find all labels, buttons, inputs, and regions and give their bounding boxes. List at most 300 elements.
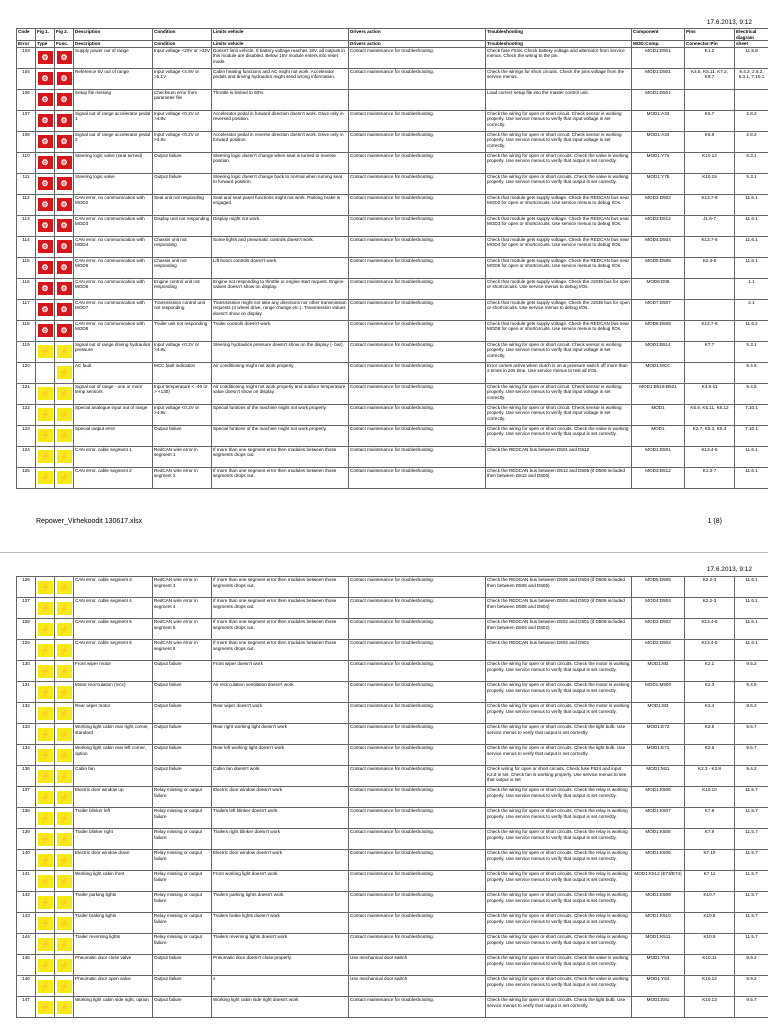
cell-trouble: Check wiring for open or short circuits. Check fuse F524 and input K2.8 is set. Check fan is working properly. Use service menus to see that output is set: [486, 766, 632, 787]
cell-code: 133: [17, 724, 36, 745]
cell-action: Contact maintenance for troubleshooting.: [349, 997, 486, 1018]
cell-code: 108: [17, 131, 36, 152]
cell-pins: K7.9: [685, 829, 735, 850]
cell-trouble: Check the REDCAN bus between D502 and D501 (if D506 included then between D504 and D502): [486, 619, 632, 640]
fig2-cell: [55, 215, 74, 236]
warning-symbol-yellow-icon: ⚡: [38, 728, 53, 741]
column-subheader-4: Condition: [153, 41, 212, 48]
cell-action: Contact maintenance for troubleshooting.: [349, 724, 486, 745]
warning-symbol-yellow-icon: ⚡: [57, 854, 72, 867]
cell-desc: Working light cabin rear left corner, option: [74, 745, 153, 766]
column-subheader-2: Func.: [55, 41, 74, 48]
table-row: [17, 152, 768, 173]
cell-pins: K2.2-3: [685, 598, 735, 619]
warning-symbol-yellow-icon: ⚡: [57, 833, 72, 846]
cell-cond: RedCAN wire error in segment 3: [153, 577, 212, 598]
cell-cond: Engine control unit not responding: [153, 278, 212, 299]
cell-limit: Seat and seat panel functions might not work. Parking brake is engaged.: [212, 194, 349, 215]
table-row: [17, 110, 768, 131]
cell-limit: If more than one segment error then modules between those segments drops out.: [212, 619, 349, 640]
cell-desc: CAN error, no communication with MOD5: [74, 257, 153, 278]
warning-symbol-yellow-icon: ⚡: [57, 707, 72, 720]
cell-action: Contact maintenance for troubleshooting.: [349, 640, 486, 661]
cell-trouble: Check the wiring for open or short circuits. Check the valve is working properly. Use service menus to verify that output is set correctly.: [486, 173, 632, 194]
cell-code: 127: [17, 598, 36, 619]
cell-pins: K2.1: [685, 661, 735, 682]
cell-limit: Rear wiper doesn't work: [212, 703, 349, 724]
cell-desc: Electric door window down: [74, 850, 153, 871]
cell-trouble: Check that module gets supply voltage. Check the J1939 bus for open or shortcircuits. Use service menus to debug I/Os.: [486, 299, 632, 320]
cell-cond: Chassis unit not responding: [153, 236, 212, 257]
warning-symbol-yellow-icon: ⚡: [57, 345, 72, 358]
fig1-cell: [36, 173, 55, 194]
fault-symbol-red-icon: ⚙: [38, 93, 53, 106]
fig1-cell: [36, 619, 55, 640]
column-header-3: Description: [74, 29, 153, 41]
cell-action: Use mechanical door switch: [349, 955, 486, 976]
cell-cond: Output failure: [153, 724, 212, 745]
cell-pins: K10.8: [685, 913, 735, 934]
fig1-cell: [36, 745, 55, 766]
column-subheader-1: Type: [36, 41, 55, 48]
warning-symbol-yellow-icon: ⚡: [57, 450, 72, 463]
cell-action: Contact maintenance for troubleshooting.: [349, 47, 486, 68]
cell-code: 139: [17, 829, 36, 850]
cell-trouble: Check that module gets supply voltage. Check the REDCAN bus near MOD4 for open or shortcircuits. Use service menus to debug I/Os.: [486, 236, 632, 257]
cell-cond: RedCAN wire error in segment 4: [153, 598, 212, 619]
cell-comp: MOD2:D502: [632, 619, 685, 640]
table-row: [17, 871, 768, 892]
warning-symbol-yellow-icon: ⚡: [38, 938, 53, 951]
cell-pins: [685, 278, 735, 299]
table-row: [17, 640, 768, 661]
cell-trouble: Check fuse F518. Check battery voltage and alternator from service menus. Check the wiring to the pin.: [486, 47, 632, 68]
fault-symbol-red-icon: ⚙: [38, 156, 53, 169]
warning-symbol-yellow-icon: ⚡: [38, 854, 53, 867]
cell-code: 122: [17, 404, 36, 425]
fig2-cell: [55, 871, 74, 892]
cell-desc: Cabin fan: [74, 766, 153, 787]
cell-limit: Air recirculation ventilation doesn't work: [212, 682, 349, 703]
cell-pins: K1.3-7: [685, 467, 735, 488]
cell-action: [349, 89, 486, 110]
cell-code: 124: [17, 446, 36, 467]
warning-symbol-yellow-icon: ⚡: [57, 896, 72, 909]
cell-desc: Trailer blinker left: [74, 808, 153, 829]
table-row: [17, 745, 768, 766]
fig2-cell: [55, 47, 74, 68]
cell-sheet: 9.5.7: [735, 745, 768, 766]
table-row: [17, 997, 768, 1018]
fig1-cell: [36, 724, 55, 745]
cell-desc: Signal out of range accelerator pedal 1: [74, 110, 153, 131]
warning-symbol-yellow-icon: ⚡: [38, 429, 53, 442]
fault-symbol-red-icon: ⚙: [38, 114, 53, 127]
cell-cond: Input voltage <0.2V or >4.8v.: [153, 341, 212, 362]
warning-symbol-yellow-icon: ⚡: [38, 896, 53, 909]
cell-action: Contact maintenance for troubleshooting.: [349, 892, 486, 913]
cell-limit: Front wiper doesn't work: [212, 661, 349, 682]
cell-pins: K2.6: [685, 745, 735, 766]
cell-sheet: 11.6.1: [735, 577, 768, 598]
cell-comp: MOD1:B514: [632, 341, 685, 362]
cell-sheet: 9.5.2: [735, 661, 768, 682]
warning-symbol-yellow-icon: ⚡: [38, 623, 53, 636]
table-row: [17, 619, 768, 640]
cell-action: Contact maintenance for troubleshooting.: [349, 808, 486, 829]
fig1-cell: [36, 89, 55, 110]
column-header-4: Condition: [153, 29, 212, 41]
cell-pins: K10.7: [685, 892, 735, 913]
cell-sheet: 7.10.1: [735, 404, 768, 425]
cell-comp: MOD1:K508: [632, 829, 685, 850]
fig1-cell: [36, 110, 55, 131]
fig2-cell: [55, 577, 74, 598]
cell-trouble: Check the wiring for open or short circuits. Check the valve is working properly. Use service menus to verify that output is set correctly.: [486, 976, 632, 997]
cell-action: Contact maintenance for troubleshooting.: [349, 467, 486, 488]
cell-pins: K2.4-5: [685, 257, 735, 278]
fig1-cell: [36, 383, 55, 404]
warning-symbol-yellow-icon: ⚡: [57, 728, 72, 741]
table-row: [17, 89, 768, 110]
cell-action: Contact maintenance for troubleshooting.: [349, 829, 486, 850]
cell-pins: K10.14: [685, 152, 735, 173]
cell-comp: MOD1:K511: [632, 934, 685, 955]
cell-comp: MOD6:D06: [632, 278, 685, 299]
cell-code: 116: [17, 278, 36, 299]
cell-cond: Trailer unit not responding: [153, 320, 212, 341]
cell-code: 113: [17, 215, 36, 236]
cell-code: 125: [17, 467, 36, 488]
fig2-cell: [55, 173, 74, 194]
cell-code: 107: [17, 110, 36, 131]
table-row: [17, 278, 768, 299]
cell-limit: Special funtions of the machine might not work properly.: [212, 404, 349, 425]
cell-sheet: 5.3.1: [735, 341, 768, 362]
fig1-cell: [36, 598, 55, 619]
cell-sheet: 9.9.2: [735, 976, 768, 997]
cell-cond: Display unit not responding: [153, 215, 212, 236]
fig2-cell: [55, 808, 74, 829]
cell-sheet: 11.6.1: [735, 194, 768, 215]
cell-cond: Output failure: [153, 661, 212, 682]
cell-pins: K7.11: [685, 871, 735, 892]
table-row: [17, 661, 768, 682]
cell-code: 120: [17, 362, 36, 383]
cell-trouble: Check the wiring for open or short circuit. Check sensor is working properly. Use service menus to verify that input voltage is set correctly.: [486, 110, 632, 131]
cell-code: 115: [17, 257, 36, 278]
cell-trouble: Check the wiring for open or short circuit. Check sensor is working properly. Use service menus to verify that input voltage is set correctly.: [486, 404, 632, 425]
cell-action: Contact maintenance for troubleshooting.: [349, 299, 486, 320]
cell-desc: CAN error, no communication with MOD3: [74, 215, 153, 236]
cell-pins: K10.13: [685, 997, 735, 1018]
cell-desc: Rear wiper motor: [74, 703, 153, 724]
cell-sheet: 9.5.7: [735, 997, 768, 1018]
cell-pins: K10.12: [685, 976, 735, 997]
fig1-cell: [36, 425, 55, 446]
fault-symbol-red-icon: ⚙: [38, 177, 53, 190]
cell-comp: MOD1:Y7a: [632, 152, 685, 173]
cell-action: Contact maintenance for troubleshooting.: [349, 446, 486, 467]
cell-cond: Relay missing or output failure: [153, 871, 212, 892]
cell-pins: K1.2: [685, 47, 735, 68]
cell-cond: Relay missing or output failure: [153, 787, 212, 808]
warning-symbol-yellow-icon: ⚡: [57, 791, 72, 804]
column-header-1: Fig 1.: [36, 29, 55, 41]
cell-pins: K2.3 - K2.8: [685, 766, 735, 787]
cell-pins: [685, 89, 735, 110]
warning-symbol-yellow-icon: ⚡: [38, 833, 53, 846]
cell-pins: K5.9, K5.11, K6.12: [685, 404, 735, 425]
cell-desc: Signal out of range accelerator pedal 2: [74, 131, 153, 152]
cell-code: 142: [17, 892, 36, 913]
cell-trouble: Check the REDCAN bus between D505 and D504 (if D506 included then between D505 and D505): [486, 577, 632, 598]
cell-trouble: Check that module gets supply voltage. Check the REDCAN bus near MOD5 for open or shortcircuits. Use service menus to debug I/Os.: [486, 257, 632, 278]
column-header-8: Component: [632, 29, 685, 41]
warning-symbol-yellow-icon: ⚡: [57, 471, 72, 484]
cell-action: Contact maintenance for troubleshooting.: [349, 682, 486, 703]
cell-action: Contact maintenance for troubleshooting.: [349, 194, 486, 215]
cell-cond: Seat unit not responding: [153, 194, 212, 215]
cell-pins: J1.6-7: [685, 215, 735, 236]
cell-action: Contact maintenance for troubleshooting.: [349, 341, 486, 362]
column-subheader-5: Limits vehicle: [212, 41, 349, 48]
cell-comp: MOD5:D505: [632, 257, 685, 278]
cell-comp: MOD1:K509: [632, 892, 685, 913]
warning-symbol-yellow-icon: ⚡: [38, 644, 53, 657]
page-divider: [0, 552, 768, 553]
cell-desc: CAN error, cable segment 3: [74, 577, 153, 598]
fig1-cell: [36, 446, 55, 467]
warning-symbol-yellow-icon: ⚡: [38, 791, 53, 804]
fault-symbol-red-icon: ⚙: [38, 135, 53, 148]
fault-symbol-red-icon: ⚙: [38, 282, 53, 295]
cell-comp: MOD4:D504: [632, 236, 685, 257]
cell-sheet: 5.3.1: [735, 173, 768, 194]
cell-sheet: 9.4.5: [735, 682, 768, 703]
fig2-cell: [55, 850, 74, 871]
cell-comp: MOD1:D501: [632, 89, 685, 110]
cell-limit: If more than one segment error then modules between those segments drops out.: [212, 446, 349, 467]
column-subheader-10: sheet: [735, 41, 768, 48]
fault-symbol-red-icon: ⚙: [38, 261, 53, 274]
cell-desc: Setup file missing: [74, 89, 153, 110]
warning-symbol-yellow-icon: ⚡: [38, 812, 53, 825]
fault-symbol-red-icon: ⚙: [57, 135, 72, 148]
column-subheader-6: Drivers action: [349, 41, 486, 48]
fig2-cell: [55, 787, 74, 808]
cell-cond: Relay missing or output failure: [153, 829, 212, 850]
cell-comp: MOD1:A33: [632, 110, 685, 131]
cell-limit: Lift boom controls doesn't work.: [212, 257, 349, 278]
fault-symbol-red-icon: ⚙: [57, 72, 72, 85]
cell-trouble: Check the REDCAN bus between D504 and D502 (if D506 included then between D505 and D504): [486, 598, 632, 619]
cell-comp: MOD2:D502: [632, 640, 685, 661]
column-header-9: Pins: [685, 29, 735, 41]
cell-action: Contact maintenance for troubleshooting.: [349, 152, 486, 173]
warning-symbol-yellow-icon: ⚡: [38, 980, 53, 993]
cell-desc: Working light cabin rear right corner, standard: [74, 724, 153, 745]
cell-code: 111: [17, 173, 36, 194]
cell-code: 141: [17, 871, 36, 892]
cell-sheet: 9.4.5: [735, 383, 768, 404]
fig2-cell: [55, 598, 74, 619]
fig2-cell: [55, 257, 74, 278]
cell-comp: MOD1:D501: [632, 47, 685, 68]
table-row: [17, 682, 768, 703]
cell-pins: K13.4-5: [685, 640, 735, 661]
cell-cond: Chassis unit not responding: [153, 257, 212, 278]
cell-trouble: Check that module gets supply voltage. Check the REDCAN bus near MOD2 for open or shortcircuits. Use service menus to debug I/Os.: [486, 194, 632, 215]
fig2-cell: [55, 446, 74, 467]
fault-symbol-red-icon: ⚙: [57, 303, 72, 316]
cell-desc: Special analogue input out of range: [74, 404, 153, 425]
fig1-cell: [36, 787, 55, 808]
cell-trouble: Check the wirings for short circuits. Check the pins voltage from the service menus.: [486, 68, 632, 89]
cell-comp: MOD1:K512 (E73/E74): [632, 871, 685, 892]
cell-sheet: 11.6.2: [735, 320, 768, 341]
cell-action: Contact maintenance for troubleshooting.: [349, 320, 486, 341]
warning-symbol-yellow-icon: ⚡: [38, 770, 53, 783]
fig1-cell: [36, 976, 55, 997]
fault-symbol-red-icon: ⚙: [38, 72, 53, 85]
cell-action: Contact maintenance for troubleshooting.: [349, 745, 486, 766]
cell-limit: Trailers parking lights doesn't work: [212, 892, 349, 913]
fig2-cell: [55, 682, 74, 703]
cell-desc: CAN error, no communication with MOD2: [74, 194, 153, 215]
cell-desc: CAN error, cable segment 4: [74, 598, 153, 619]
cell-sheet: 11.6.1: [735, 236, 768, 257]
column-header-6: Drivers action: [349, 29, 486, 41]
warning-symbol-yellow-icon: ⚡: [38, 1001, 53, 1014]
warning-symbol-yellow-icon: ⚡: [57, 366, 72, 379]
table-body: [17, 577, 768, 1018]
cell-limit: s: [212, 976, 349, 997]
cell-desc: CAN error, cable segment 1: [74, 446, 153, 467]
cell-cond: Transmission control unit not responding: [153, 299, 212, 320]
cell-action: Contact maintenance for troubleshooting.: [349, 619, 486, 640]
column-header-0: Code: [17, 29, 36, 41]
cell-desc: CAN error, cable segment 6: [74, 640, 153, 661]
fault-symbol-red-icon: ⚙: [57, 240, 72, 253]
cell-code: 138: [17, 808, 36, 829]
cell-code: 143: [17, 913, 36, 934]
cell-cond: Output failure: [153, 703, 212, 724]
fig1-cell: [36, 404, 55, 425]
cell-limit: Front working light doesn't work: [212, 871, 349, 892]
cell-cond: Input voltage <0.2V or >4.8v.: [153, 404, 212, 425]
fig1-cell: [36, 703, 55, 724]
fig1-cell: [36, 341, 55, 362]
cell-cond: Relay missing or output failure: [153, 808, 212, 829]
cell-pins: K5.7: [685, 110, 735, 131]
cell-pins: K10.10: [685, 787, 735, 808]
cell-pins: K10.15: [685, 173, 735, 194]
cell-sheet: 5.3.1: [735, 152, 768, 173]
cell-desc: Reference 5V out of range: [74, 68, 153, 89]
cell-sheet: 9.4.2, 2.8.2, 5.3.1, 7.10.1: [735, 68, 768, 89]
cell-comp: MOD1:D501: [632, 68, 685, 89]
fig1-cell: [36, 955, 55, 976]
cell-limit: Rear left working light doesn't work: [212, 745, 349, 766]
cell-desc: Steering logic valve (seat turned): [74, 152, 153, 173]
cell-action: Contact maintenance for troubleshooting.: [349, 661, 486, 682]
cell-sheet: 7.10.1: [735, 425, 768, 446]
fault-code-sheet-page-2: [16, 576, 768, 1018]
cell-code: 112: [17, 194, 36, 215]
table-row: [17, 934, 768, 955]
fault-symbol-red-icon: ⚙: [38, 219, 53, 232]
cell-desc: CAN error, no communication with MOD6: [74, 278, 153, 299]
cell-pins: K7.7: [685, 341, 735, 362]
warning-symbol-yellow-icon: ⚡: [57, 917, 72, 930]
cell-code: 137: [17, 787, 36, 808]
cell-limit: If more than one segment error then modules between those segments drops out.: [212, 467, 349, 488]
fig2-cell: [55, 341, 74, 362]
table-row: [17, 850, 768, 871]
fig1-cell: [36, 829, 55, 850]
cell-comp: MOD1:B518-B521: [632, 383, 685, 404]
fig2-cell: [55, 194, 74, 215]
cell-trouble: Check the REDCAN bus between D512 and D505 (if D506 included then between D512 and D506): [486, 467, 632, 488]
cell-cond: RedCAN wire error in segment 2: [153, 467, 212, 488]
warning-symbol-yellow-icon: ⚡: [57, 749, 72, 762]
fig2-cell: [55, 724, 74, 745]
cell-trouble: Check the wiring for open or short circuits. Check the motor is working properly. Use service menus to verify that output is set correctly.: [486, 661, 632, 682]
table-body: [17, 47, 768, 488]
cell-limit: Air conditioning might not work properly and outdoor temperature value doesn't show on display.: [212, 383, 349, 404]
warning-symbol-yellow-icon: ⚡: [57, 387, 72, 400]
cell-limit: Trailers reversing lights doesn't work: [212, 934, 349, 955]
cell-comp: MOD8:D508: [632, 320, 685, 341]
cell-desc: CAN error, no communication with MOD7: [74, 299, 153, 320]
cell-cond: Input voltage <4.9V or >5.1V: [153, 68, 212, 89]
cell-sheet: 9.4.6: [735, 362, 768, 383]
cell-code: 134: [17, 745, 36, 766]
fig2-cell: [55, 362, 74, 383]
cell-pins: K13.7-8: [685, 194, 735, 215]
cell-desc: Pneumatic door open valve: [74, 976, 153, 997]
fault-symbol-red-icon: ⚙: [57, 114, 72, 127]
cell-comp: MOD1:Y7b: [632, 173, 685, 194]
cell-trouble: Error comes active when clutch is on & pressure switch off more than 2 times in 20s time. Use service menus to test all I/Os.: [486, 362, 632, 383]
cell-sheet: 1.1: [735, 278, 768, 299]
fig1-cell: [36, 299, 55, 320]
cell-sheet: 11.6.1: [735, 446, 768, 467]
table-row: [17, 383, 768, 404]
cell-sheet: 11.5.7: [735, 787, 768, 808]
warning-symbol-yellow-icon: ⚡: [38, 665, 53, 678]
cell-comp: MOD1:M2: [632, 661, 685, 682]
warning-symbol-yellow-icon: ⚡: [38, 917, 53, 930]
cell-comp: MOD7:D507: [632, 299, 685, 320]
fault-symbol-red-icon: ⚙: [57, 261, 72, 274]
cell-desc: Trailer reversing lights: [74, 934, 153, 955]
cell-cond: Relay missing or output failure: [153, 913, 212, 934]
cell-action: Contact maintenance for troubleshooting.: [349, 871, 486, 892]
table-row: [17, 68, 768, 89]
cell-comp: MOD1:MCC: [632, 362, 685, 383]
print-date: 17.6.2013, 9:12: [706, 566, 752, 573]
cell-comp: MOD1:K505: [632, 850, 685, 871]
cell-limit: Trailers right blinker doesn't work: [212, 829, 349, 850]
fig2-cell: [55, 703, 74, 724]
column-subheader-7: Troubleshooting: [486, 41, 632, 48]
cell-desc: Signal out of range driving hydraulics pressure: [74, 341, 153, 362]
column-header-7: Troubleshooting: [486, 29, 632, 41]
cell-comp: MOD1:K510: [632, 913, 685, 934]
cell-comp: MOD2:D502: [632, 194, 685, 215]
